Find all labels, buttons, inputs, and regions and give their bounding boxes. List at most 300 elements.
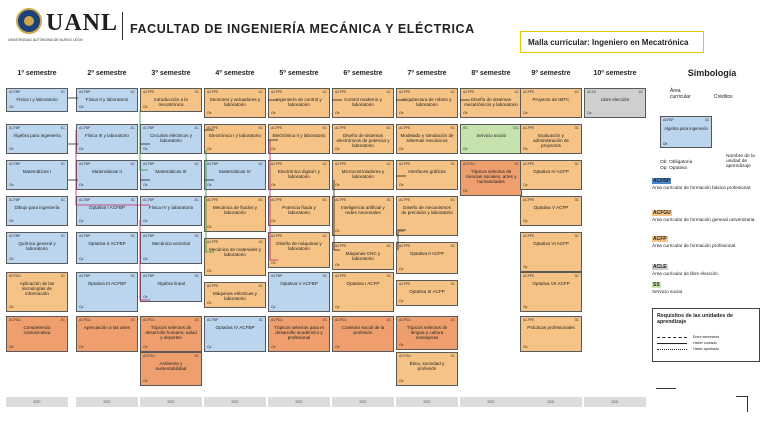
course-name: Física III y laboratorio [85,133,129,138]
legend-credits-label: Créditos [714,94,733,100]
course-card [268,196,330,226]
course-name: Libre elección [600,97,630,102]
course-credits: 3C [386,274,391,278]
course-area-code: ACFPE [335,244,347,248]
course-type: Ob [79,146,84,151]
course-name: Diseño de sistemas mecatrónicos y laboratorio [464,97,518,108]
course-name: Contexto social de la profesión [341,325,385,336]
course-card [332,160,394,190]
course-type: Ob [143,344,148,349]
semester-header: 7º semestre [407,70,447,77]
course-name: Tópicos selectos de desarrollo humano, salud y deportes [145,325,197,341]
course-credits: 4C [258,162,263,166]
corner-mark [736,396,748,412]
course-credits: 4C [386,244,391,248]
course-area-code: ACFPE [523,318,535,322]
course-area-code: ACFPE [335,126,347,130]
course-type: Ob [335,344,340,349]
course-type: Op [523,304,528,309]
course-area-code: ACFBP [143,126,155,130]
course-area-code: ACFPE [271,90,283,94]
course-type: Ob [523,110,528,115]
course-type: Ob [207,110,212,115]
course-name: Potencia fluida y laboratorio [282,205,316,216]
course-card [396,124,458,154]
header-divider [122,12,123,40]
course-card [396,160,458,190]
course-area-code: ACFPE [399,282,411,286]
course-area-code: ACFPE [271,162,283,166]
course-area-code: ACFPE [523,234,535,238]
course-area-code: ACFPE [399,126,411,130]
course-name: Física II y laboratorio [85,97,129,102]
course-area-code: ACFBP [9,198,21,202]
course-area-code: ACFBP [79,274,91,278]
course-area-code: ACFBP [9,126,21,130]
course-credits: 4C [130,90,135,94]
course-name: Ética, sociedad y profesión [409,361,445,372]
legend-description: Servicio social. [652,289,684,294]
course-card [6,316,68,352]
course-card [204,282,266,308]
course-type: Ob [399,182,404,187]
course-type: Ob [79,344,84,349]
course-card [396,352,458,386]
course-credits: 2C [386,318,391,322]
course-type: Ob [463,146,468,151]
course-credits: 4C [514,90,519,94]
course-area-code: ACFBP [143,234,155,238]
course-type: Ob [335,228,340,233]
course-type: Ob [9,182,14,187]
course-area-code: ACFBP [9,162,21,166]
course-name: Optativa IV ACFP [533,169,569,174]
course-card [204,124,266,154]
course-type: Ob [271,260,276,265]
course-area-code: ACFPE [207,90,219,94]
course-card [76,160,138,190]
course-name: Física IV y laboratorio [148,205,194,210]
course-name: Microcontroladores y laboratorio [341,169,385,180]
course-area-code: ACFPE [463,90,475,94]
course-area-code: ACFPE [207,284,219,288]
course-type: Ob [9,256,14,261]
course-type: Ob [335,110,340,115]
course-card [204,88,266,118]
course-area-code: ACFBP [9,234,21,238]
legend-unit-name: Nombre de la unidad de aprendizaje [726,154,755,170]
course-card [76,124,138,154]
course-card [332,316,394,352]
course-type: Op [399,298,404,303]
course-type: Ob [271,182,276,187]
university-logo-subtitle: UNIVERSIDAD AUTÓNOMA DE NUEVO LEÓN [8,38,83,42]
course-area-code: ACFPE [523,198,535,202]
semester-header: 5º semestre [279,70,319,77]
course-card [6,196,68,226]
course-name: Optativa III ACFBP [87,281,127,286]
course-name: Máquinas CNC y laboratorio [345,251,381,262]
course-name: Competencia comunicativa [23,325,51,336]
course-area-code: ACFPE [335,162,347,166]
course-area-code: ACFGU [335,318,347,322]
course-name: Ambiente y sustentabilidad [155,361,187,372]
course-credits: 3C [322,274,327,278]
course-area-code: ACFBP [79,234,91,238]
course-type: Ob [399,378,404,383]
course-card [268,272,330,312]
course-type: Ob [463,110,468,115]
course-credits: 4C [130,162,135,166]
course-type: Ob [207,182,212,187]
legend-sample-ob: Ob [663,142,668,146]
course-name: Mecánica vectorial [151,241,191,246]
course-credits: 2C [194,318,199,322]
course-name: Arquitectura de robots y laboratorio [402,97,452,108]
course-card [140,88,202,112]
course-card [332,196,394,236]
course-type: Ob [143,146,148,151]
course-type: Ob [9,218,14,223]
course-name: Optativa VI ACFP [533,241,569,246]
course-type: Ob [463,188,468,193]
course-credits: 4C [258,90,263,94]
course-credits: 3C [450,282,455,286]
course-credits: 3C [194,234,199,238]
course-area-code: ACFBP [143,162,155,166]
course-card [6,124,68,154]
course-type: Ob [335,182,340,187]
course-type: Op [523,218,528,223]
semester-total: 22C [6,397,68,407]
course-credits: 3C [574,162,579,166]
course-credits: 3C [450,244,455,248]
course-name: Máquinas eléctricas y laboratorio [212,291,258,302]
course-card [140,196,202,226]
course-credits: 3C [574,318,579,322]
course-card [204,196,266,232]
course-name: Electrónica II y laboratorio [272,133,326,138]
course-credits: 10C [512,126,519,130]
course-name: Optativa I ACFP [346,281,380,286]
course-credits: 3C [574,198,579,202]
university-logo-text: UANL [46,10,119,36]
course-name: Tópicos selectos de lengua y cultura extranjeras [406,325,448,341]
course-card [268,316,330,352]
course-name: Física I y laboratorio [16,97,58,102]
course-credits: 3C [258,318,263,322]
course-type: Op [79,256,84,261]
course-area-code: ACFPE [399,244,411,248]
course-card [76,316,138,352]
course-credits: 3C [60,198,65,202]
semester-total: 22C [140,397,202,407]
semester-header: 1º semestre [17,70,57,77]
course-area-code: ACFPE [523,90,535,94]
semester-header: 8º semestre [471,70,511,77]
course-name: Optativa I ACFBP [89,205,125,210]
legend-op: Op: Optativa [660,166,687,171]
course-name: Evaluación y administración de proyectos [532,133,569,149]
course-card [268,88,330,118]
course-name: Álgebra para ingeniería [13,133,61,138]
req-label-aprobado: Haber aprobado [693,347,719,351]
course-type: Ob [335,262,340,267]
course-area-code: ACFBP [79,162,91,166]
course-type: Ob [271,344,276,349]
course-name: Álgebra lineal [157,281,185,286]
semester-header: 4º semestre [215,70,255,77]
course-credits: 4C [130,126,135,130]
header [6,6,762,50]
course-type: Ob [335,146,340,151]
course-area-code: ACFPE [523,126,535,130]
course-card [396,88,458,118]
legend-description: Área curricular de formación básica profesional. [652,185,752,190]
course-credits: 4C [450,198,455,202]
course-name: Diseño de mecanismos de precisión y laboratorio [401,205,453,216]
course-area-code: ACFPE [399,198,411,202]
course-type: Op [207,344,212,349]
course-credits: 2C [130,318,135,322]
course-card [6,88,68,112]
semester-total: 22C [268,397,330,407]
course-name: Optativa IV ACFBP [215,325,255,330]
course-name: Modelado y simulación de sistemas mecánicos [400,133,454,144]
req-label-between: Entre semestres [693,335,720,339]
course-type: Op [523,264,528,269]
course-credits: 2C [194,354,199,358]
course-credits: 4C [450,126,455,130]
course-credits: 3C [130,198,135,202]
course-card [140,124,202,154]
course-area-code: ACFGU [399,354,411,358]
course-card [396,242,458,274]
legend-sample-code: ACFBP [663,118,674,122]
course-card [140,316,202,352]
course-area-code: ACFBP [271,274,283,278]
course-name: Apreciación a las artes [83,325,131,330]
course-credits: 2C [322,318,327,322]
course-card [268,232,330,268]
course-card [396,280,458,306]
course-card [520,160,582,190]
course-card [332,272,394,312]
course-credits: 4C [258,126,263,130]
course-area-code: ACFBP [207,318,219,322]
course-area-code: ACFGU [271,318,283,322]
course-area-code: ACFGU [143,354,155,358]
course-area-code: ACFGU [9,318,21,322]
legend-description: Área curricular de formación general universitaria. [652,217,756,222]
course-card [332,88,394,118]
course-credits: 4C [322,162,327,166]
course-name: Optativa II ACFBP [88,241,126,246]
course-area-code: ACFGU [143,318,155,322]
course-credits: 4C [386,90,391,94]
course-name: Electrónica I y laboratorio [209,133,261,138]
course-name: Mecánica de materiales y laboratorio [208,247,262,258]
course-name: Diseño de sistemas electrónicos de potencia y laboratorio [336,133,390,149]
course-card [520,88,582,118]
course-card [520,232,582,272]
course-card [204,160,266,190]
course-area-code: ACFPE [207,240,219,244]
semester-header: 2º semestre [87,70,127,77]
course-type: Ob [9,304,14,309]
semester-header: 10º semestre [593,70,637,77]
course-credits: 4C [322,198,327,202]
course-type: Ob [79,182,84,187]
course-area-code: ACFPE [335,198,347,202]
course-type: Ob [271,146,276,151]
course-credits: 4C [258,240,263,244]
course-credits: 4C [574,90,579,94]
footer-dash [656,388,676,389]
course-card [204,316,266,352]
course-type: Ob [271,110,276,115]
course-type: Ob [143,294,148,299]
semester-total: 22C [76,397,138,407]
course-name: Optativa II ACFP [409,251,445,256]
requirements-box [652,308,760,362]
course-type: Op [587,110,592,115]
course-credits: 3C [386,198,391,202]
course-type: Ob [9,146,14,151]
course-name: Matemáticas IV [219,169,251,174]
course-area-code: ACFPE [271,198,283,202]
course-type: Ob [399,110,404,115]
course-type: Ob [143,182,148,187]
legend-code: ACLE [653,264,667,270]
course-area-code: ACFPE [271,126,283,130]
course-credits: 2C [60,318,65,322]
course-card [332,124,394,154]
course-credits: 4C [60,90,65,94]
course-area-code: ACFGU [79,318,91,322]
course-name: Prácticas profesionales [527,325,575,330]
course-credits: 4C [258,284,263,288]
course-credits: 4C [386,162,391,166]
course-type: Ob [399,342,404,347]
legend-code: ACFP [653,236,667,242]
course-credits: 4C [60,162,65,166]
course-name: Optativa V ACFP [533,205,569,210]
course-name: Dibujo para ingeniería [14,205,60,210]
course-credits: 2C [450,318,455,322]
course-credits: 2C [514,162,519,166]
legend-code: SS [653,282,660,288]
course-name: Circuitos eléctricos y laboratorio [149,133,193,144]
course-card [268,160,330,190]
course-name: Proyecto de IMTC [532,97,570,102]
university-seal-icon [16,8,42,34]
course-type: Ob [143,378,148,383]
course-name: Interfaces gráficas [408,169,446,174]
legend-title: Simbología [687,68,737,78]
semester-header: 9º semestre [531,70,571,77]
course-name: Tópicos selectos de ciencias sociales, artes y humanidades [465,169,517,185]
course-name: Control moderno y laboratorio [344,97,382,108]
course-credits: 4C [450,90,455,94]
course-credits: 2C [638,90,643,94]
legend-description: Área curricular de formación profesional. [652,243,737,248]
course-type: Ob [523,344,528,349]
course-area-code: ACFPE [335,274,347,278]
course-area-code: ACFBP [143,198,155,202]
course-area-code: ACFGU [463,162,475,166]
course-credits: 4C [60,126,65,130]
semester-header: 6º semestre [343,70,383,77]
course-type: Ob [207,224,212,229]
course-area-code: ACFPE [523,274,535,278]
course-type: Ob [207,146,212,151]
course-card [460,88,522,118]
course-area-code: ACFBP [207,162,219,166]
course-card [520,196,582,226]
course-name: Introducción a la mecatrónica [154,97,188,108]
course-name: Ingeniería de control y laboratorio [276,97,322,108]
course-card [332,242,394,270]
course-card [460,124,522,154]
req-line-cursado [657,343,687,344]
course-type: Op [79,304,84,309]
course-type: Ob [143,218,148,223]
course-credits: 3C [130,274,135,278]
course-type: Ob [399,228,404,233]
course-name: Mecánica de fluidos y laboratorio [212,205,258,216]
legend-area-label: Área curricular [670,88,691,100]
course-credits: 4C [386,126,391,130]
faculty-title: FACULTAD DE INGENIERÍA MECÁNICA Y ELÉCTRICA [130,22,475,36]
course-credits: 3C [130,234,135,238]
course-type: Ob [79,104,84,109]
requirements-title: Requisitos de las unidades de aprendizaje [657,313,733,325]
course-credits: 4C [322,234,327,238]
course-credits: 3C [194,90,199,94]
course-card [268,124,330,154]
course-type: Op [271,304,276,309]
course-card [140,352,202,386]
course-card [6,272,68,312]
course-area-code: ACFBP [143,274,155,278]
course-name: Optativa V ACFBP [280,281,318,286]
course-area-code: ACFPE [207,198,219,202]
course-name: Matemáticas III [155,169,187,174]
course-area-code: ACFPE [143,90,155,94]
semester-total: 22C [584,397,646,407]
legend-code: ACFGU [653,210,671,216]
course-name: Matemáticas I [22,169,52,174]
course-card [460,160,522,196]
req-line-between [657,337,687,338]
course-credits: 4C [258,198,263,202]
course-area-code: ACFGU [399,318,411,322]
course-credits: 2C [450,354,455,358]
course-card [6,160,68,190]
course-type: Op [399,266,404,271]
course-card [520,124,582,154]
course-credits: 4C [194,126,199,130]
course-type: Ob [271,218,276,223]
course-card [76,272,138,312]
legend-sample-credits: 4C [704,118,709,122]
course-type: Ob [9,344,14,349]
course-area-code: ACLE [587,90,596,94]
course-credits: 4C [322,90,327,94]
course-credits: 3C [194,274,199,278]
course-credits: 2C [60,274,65,278]
